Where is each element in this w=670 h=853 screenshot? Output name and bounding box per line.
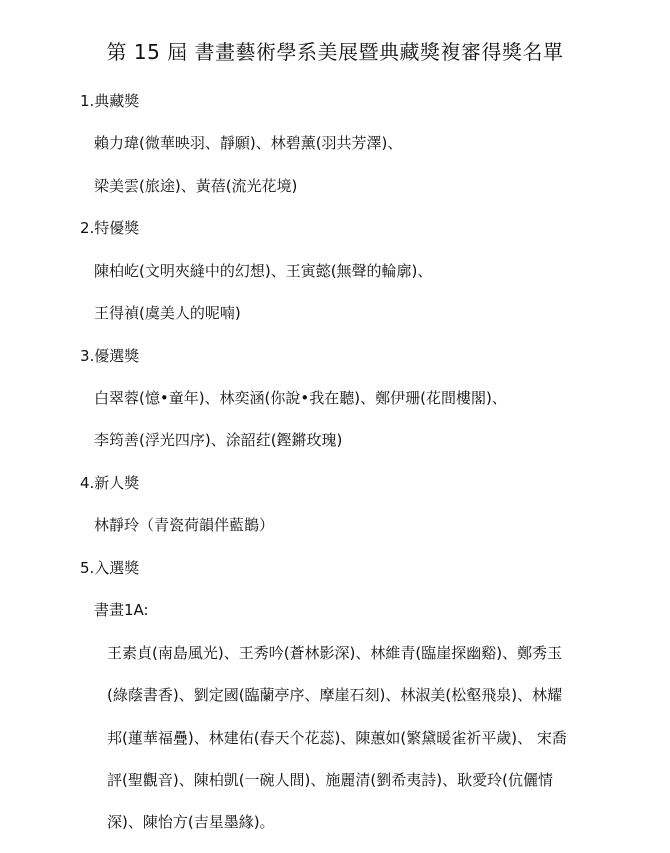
document-title: 第 15 屆 書畫藝術學系美展暨典藏獎複審得獎名單 (106, 40, 564, 64)
selected-award-paragraph-line-4: 評(聖觀音)、陳柏凱(一碗人間)、施麗清(劉希夷詩)、耿愛玲(伉儷情 (107, 771, 553, 789)
selected-award-paragraph-line-3: 邦(蓮華福疊)、林建佑(春天个花蕊)、陳蕙如(繁黛暖雀祈平歲)、 宋喬 (107, 729, 567, 747)
collection-award-line-2: 梁美雲(旅途)、黃蓓(流光花境) (94, 177, 298, 195)
newcomer-award-line-1: 林靜玲（青瓷荷韻伴藍鵲） (94, 516, 275, 534)
collection-award-line-1: 賴力瑋(微華映羽、靜願)、林碧薰(羽共芳澤)、 (94, 134, 403, 152)
section-heading-selected-award: 5.入選獎 (80, 559, 140, 577)
section-heading-merit-award: 3.優選獎 (80, 347, 140, 365)
section-heading-newcomer-award: 4.新人獎 (80, 474, 140, 492)
section-heading-collection-award: 1.典藏獎 (80, 92, 140, 110)
merit-award-line-1: 白翠蓉(憶•童年)、林奕涵(你說•我在聽)、鄭伊珊(花間樓閣)、 (94, 389, 507, 407)
selected-award-paragraph-line-2: (綠蔭書香)、劉定國(臨蘭亭序、摩崖石刻)、林淑美(松壑飛泉)、林耀 (107, 686, 563, 704)
selected-award-paragraph-line-5: 深)、陳怡方(吉星墨緣)。 (107, 813, 275, 831)
selected-award-subheading: 書畫1A: (94, 601, 149, 619)
selected-award-paragraph-line-1: 王素貞(南島風光)、王秀吟(蒼林影深)、林維青(臨崖探幽谿)、鄭秀玉 (107, 644, 563, 662)
excellence-award-line-2: 王得禎(虞美人的呢喃) (94, 304, 241, 322)
section-heading-excellence-award: 2.特優獎 (80, 219, 140, 237)
merit-award-line-2: 李筠善(浮光四序)、涂韶荭(鏗鏘玫瑰) (94, 431, 343, 449)
excellence-award-line-1: 陳柏屹(文明夾縫中的幻想)、王寅懿(無聲的輪廓)、 (94, 262, 433, 280)
